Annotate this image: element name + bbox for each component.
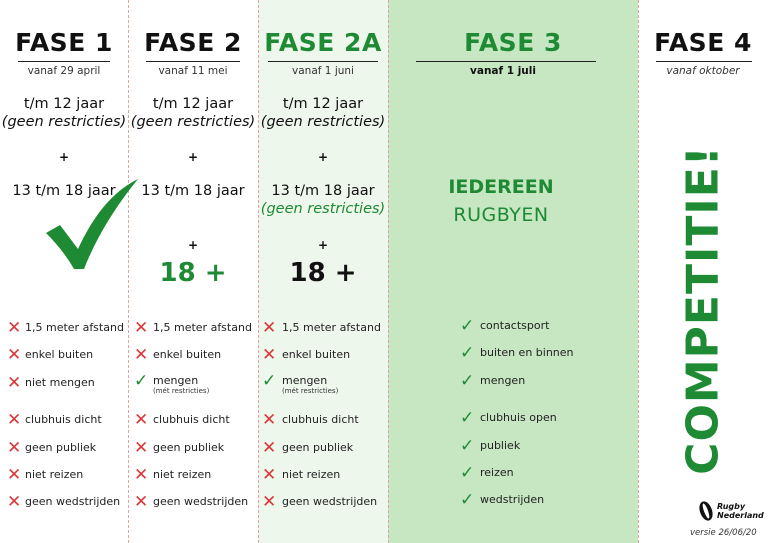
rule-text: geen wedstrijden bbox=[25, 495, 121, 508]
check-icon: ✓ bbox=[262, 371, 277, 391]
phase-title: FASE 1 bbox=[15, 28, 113, 57]
rule-text: 1,5 meter afstand bbox=[25, 321, 124, 334]
phase-date: vanaf 1 juli bbox=[470, 65, 536, 77]
rule-subtext: (mét restricties) bbox=[153, 387, 210, 395]
rule-text: geen wedstrijden bbox=[282, 495, 378, 508]
check-icon: ✓ bbox=[134, 371, 149, 391]
cross-icon: ✕ bbox=[7, 438, 22, 458]
rule-item bbox=[0, 465, 128, 487]
rule-item bbox=[258, 465, 388, 487]
phase-date: vanaf 1 juni bbox=[292, 65, 354, 77]
phase-title: FASE 4 bbox=[654, 28, 752, 57]
rule-item bbox=[258, 410, 388, 432]
title-underline bbox=[268, 61, 378, 62]
rule-subtext: (mét restricties) bbox=[282, 387, 339, 395]
cross-icon: ✕ bbox=[134, 345, 149, 365]
phase-1-column bbox=[0, 0, 128, 543]
cross-icon: ✕ bbox=[134, 410, 149, 430]
rule-text: enkel buiten bbox=[282, 348, 351, 361]
rule-item bbox=[0, 345, 128, 367]
rugby-nederland-logo-icon bbox=[697, 499, 715, 523]
check-icon: ✓ bbox=[460, 436, 475, 456]
plus-sign: + bbox=[317, 238, 329, 252]
cross-icon: ✕ bbox=[262, 410, 277, 430]
plus-sign: + bbox=[187, 150, 199, 164]
cross-icon: ✕ bbox=[7, 465, 22, 485]
rule-item bbox=[128, 410, 258, 432]
rule-text: mengen bbox=[282, 374, 328, 387]
rule-text: publiek bbox=[480, 439, 521, 452]
rule-item bbox=[388, 316, 638, 338]
rule-item bbox=[0, 373, 128, 395]
logo-text bbox=[717, 502, 764, 520]
phase-3-column bbox=[388, 0, 638, 543]
cross-icon: ✕ bbox=[7, 410, 22, 430]
rule-text: enkel buiten bbox=[153, 348, 222, 361]
youth-note: (geen restricties) bbox=[130, 114, 256, 130]
rule-text: clubhuis open bbox=[480, 411, 557, 424]
cross-icon: ✕ bbox=[134, 318, 149, 338]
phase-title: FASE 2A bbox=[264, 28, 382, 57]
phase-title: FASE 3 bbox=[464, 28, 562, 57]
cross-icon: ✕ bbox=[262, 318, 277, 338]
cross-icon: ✕ bbox=[7, 373, 22, 393]
rule-text: niet mengen bbox=[25, 376, 95, 389]
rule-item bbox=[0, 410, 128, 432]
cross-icon: ✕ bbox=[7, 492, 22, 512]
rule-item bbox=[0, 318, 128, 340]
rule-item bbox=[128, 492, 258, 514]
rule-text: mengen bbox=[153, 374, 199, 387]
logo-line-1: Rugby bbox=[717, 502, 746, 511]
youth-age: t/m 12 jaar bbox=[23, 96, 105, 112]
rule-item bbox=[0, 438, 128, 460]
check-icon: ✓ bbox=[460, 490, 475, 510]
rule-item bbox=[388, 371, 638, 393]
check-icon: ✓ bbox=[460, 408, 475, 428]
cross-icon: ✕ bbox=[262, 345, 277, 365]
rule-text: clubhuis dicht bbox=[25, 413, 102, 426]
rule-text: contactsport bbox=[480, 319, 550, 332]
rule-text: 1,5 meter afstand bbox=[153, 321, 252, 334]
rule-text: geen publiek bbox=[153, 441, 225, 454]
cross-icon: ✕ bbox=[262, 438, 277, 458]
rule-item bbox=[128, 371, 258, 393]
rule-text: clubhuis dicht bbox=[282, 413, 359, 426]
rule-item bbox=[258, 318, 388, 340]
version-label: versie 26/06/20 bbox=[690, 528, 757, 538]
competitie-text: COMPETITIE! bbox=[677, 145, 729, 475]
rule-text: niet reizen bbox=[153, 468, 212, 481]
rule-item bbox=[128, 318, 258, 340]
rule-item bbox=[258, 492, 388, 514]
youth-note: (geen restricties) bbox=[1, 114, 127, 130]
phase-date: vanaf 29 april bbox=[27, 65, 101, 77]
rule-item bbox=[388, 408, 638, 430]
youth-age: t/m 12 jaar bbox=[152, 96, 234, 112]
rule-item bbox=[388, 463, 638, 485]
plus-sign: + bbox=[187, 238, 199, 252]
rule-item bbox=[258, 345, 388, 367]
cross-icon: ✕ bbox=[262, 492, 277, 512]
cross-icon: ✕ bbox=[7, 318, 22, 338]
rule-text: 1,5 meter afstand bbox=[282, 321, 381, 334]
check-icon: ✓ bbox=[460, 463, 475, 483]
youth-note: (geen restricties) bbox=[260, 114, 386, 130]
rule-text: geen publiek bbox=[25, 441, 97, 454]
check-icon: ✓ bbox=[460, 371, 475, 391]
title-underline bbox=[18, 61, 110, 62]
rule-item bbox=[388, 436, 638, 458]
rule-text: clubhuis dicht bbox=[153, 413, 230, 426]
rule-item bbox=[0, 492, 128, 514]
rule-text: niet reizen bbox=[282, 468, 341, 481]
youth-age: t/m 12 jaar bbox=[282, 96, 364, 112]
headline-iedereen: IEDEREEN bbox=[448, 176, 554, 198]
phase-title: FASE 2 bbox=[144, 28, 242, 57]
rule-text: mengen bbox=[480, 374, 526, 387]
rule-item bbox=[128, 465, 258, 487]
rule-text: wedstrijden bbox=[480, 493, 545, 506]
rule-text: niet reizen bbox=[25, 468, 84, 481]
title-underline bbox=[416, 61, 596, 62]
cross-icon: ✕ bbox=[7, 345, 22, 365]
phase-date: vanaf 11 mei bbox=[158, 65, 228, 77]
phase-2-column bbox=[128, 0, 258, 543]
rule-text: enkel buiten bbox=[25, 348, 94, 361]
rule-item bbox=[258, 438, 388, 460]
teen-age: 13 t/m 18 jaar bbox=[12, 183, 116, 199]
adult-age: 18 + bbox=[289, 258, 357, 288]
cross-icon: ✕ bbox=[134, 465, 149, 485]
rule-item bbox=[388, 343, 638, 365]
phase-date: vanaf oktober bbox=[666, 65, 740, 77]
rule-text: reizen bbox=[480, 466, 514, 479]
teen-age: 13 t/m 18 jaar bbox=[141, 183, 245, 199]
rule-item bbox=[128, 438, 258, 460]
cross-icon: ✕ bbox=[134, 438, 149, 458]
check-icon: ✓ bbox=[460, 343, 475, 363]
logo-line-2: Nederland bbox=[717, 511, 764, 520]
teen-note: (geen restricties) bbox=[260, 201, 386, 217]
rule-text: geen publiek bbox=[282, 441, 354, 454]
rule-item bbox=[258, 371, 388, 393]
title-underline bbox=[656, 61, 752, 62]
adult-age: 18 + bbox=[159, 258, 227, 288]
rule-item bbox=[128, 345, 258, 367]
check-icon: ✓ bbox=[460, 316, 475, 336]
plus-sign: + bbox=[58, 150, 70, 164]
plus-sign: + bbox=[317, 150, 329, 164]
headline-rugbyen: RUGBYEN bbox=[453, 204, 549, 226]
teen-age: 13 t/m 18 jaar bbox=[271, 183, 375, 199]
rule-text: geen wedstrijden bbox=[153, 495, 249, 508]
cross-icon: ✕ bbox=[262, 465, 277, 485]
phase-2a-column bbox=[258, 0, 388, 543]
rule-text: buiten en binnen bbox=[480, 346, 574, 359]
rule-item bbox=[388, 490, 638, 512]
title-underline bbox=[146, 61, 240, 62]
cross-icon: ✕ bbox=[134, 492, 149, 512]
